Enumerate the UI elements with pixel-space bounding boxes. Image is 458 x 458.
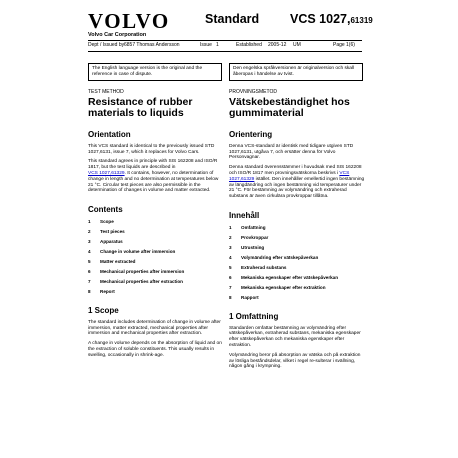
vcs-reference-link-sv[interactable]: VCS 1027,61329 xyxy=(229,170,350,182)
standard-code-suffix: 61319 xyxy=(350,16,373,25)
contents-item[interactable]: 3 Utrustning xyxy=(229,244,265,250)
orientation-paragraph-2 xyxy=(88,159,224,194)
contents-item[interactable]: 6 Mekaniska egenskaper efter vätskepåverkan xyxy=(229,274,339,280)
issue-value: 1 xyxy=(216,42,219,48)
notice-swedish: Den engelska språkversionen är originalversion och skall åberopas i händelse av tvist. xyxy=(229,63,363,81)
contents-item[interactable]: 4 Change in volume after immersion xyxy=(88,249,176,255)
page-value: 1(6) xyxy=(346,42,355,48)
vcs-reference-link[interactable]: VCS 1027,61329 xyxy=(88,170,125,176)
orientation-heading-sv: Orientering xyxy=(229,129,273,139)
orientation-paragraph-2-sv xyxy=(229,165,365,200)
orientation-heading: Orientation xyxy=(88,129,131,139)
contents-heading: Contents xyxy=(88,205,123,215)
contents-item[interactable]: 3 Apparatus xyxy=(88,239,123,245)
contents-item[interactable]: 8 Report xyxy=(88,289,115,295)
method-label: TEST METHOD xyxy=(88,89,124,95)
dept-value: 6857 Thomas Andersson xyxy=(124,42,180,48)
orientation-paragraph-1-sv: Denna VCS-standard är identisk med tidigare utgiven STD 1027,6131, utgåva 7, och ersätter denna för Volvo Personvagnar. xyxy=(229,143,354,161)
scope-paragraph-1-sv: Standarden omfattar bestämning av volymändring efter vätskepåverkan, extraherad substans, mekaniska egenskaper efter vätskepåverkan och mekaniska egenskaper efter extraktion. xyxy=(229,325,361,349)
document-title: Resistance of rubber materials to liquids xyxy=(88,95,193,119)
swedish-column xyxy=(229,84,365,374)
issue-label: Issue xyxy=(200,42,212,48)
scope-paragraph-2-sv: Volymändring beror på absorption av vätska och på extraktion av lösliga beståndsdelar, vilket i regel re-sulterar i svällning, någon gång i krympning. xyxy=(229,352,361,370)
contents-heading-sv: Innehåll xyxy=(229,210,260,220)
contents-item[interactable]: 6 Mechanical properties after immersion xyxy=(88,269,185,275)
established-label: Established xyxy=(236,42,262,48)
contents-item[interactable]: 1 Scope xyxy=(88,219,114,225)
document-title-sv: Vätskebeständighet hos gummimaterial xyxy=(229,95,350,119)
scope-paragraph-1: The standard includes determination of change in volume after immersion, matter extracted, mechanical properties after immersion and mechanical properties after extraction. xyxy=(88,319,221,337)
scope-heading-sv: 1 Omfattning xyxy=(229,311,279,321)
orientation-text-a-sv: Denna standard överensstämmer i huvudsak med SIS 162208 och ISO/R 1817 men provningsvätskorna beskrivs i xyxy=(229,165,362,176)
contents-list-sv xyxy=(229,225,365,301)
established-value: 2005-12 xyxy=(268,42,287,48)
scope-heading: 1 Scope xyxy=(88,305,119,315)
contents-item[interactable]: 4 Volymändring efter vätskepåverkan xyxy=(229,254,319,260)
header-meta-row xyxy=(88,41,362,51)
notice-english: The English language version is the original and the reference in case of dispute. xyxy=(88,63,222,81)
contents-item[interactable]: 7 Mekaniska egenskaper efter extraktion xyxy=(229,284,326,290)
orientation-text-b-sv: istället. Den innehåller emellertid ingen bestämning av längdändring och ingen bestämning vid temperaturer under 21 °C. För bestämning av volymändring och extraherad substans är även cirkulära provkroppar tillåtna. xyxy=(229,176,365,200)
contents-list xyxy=(88,219,224,295)
standard-code-main: VCS 1027, xyxy=(290,12,351,26)
contents-item[interactable]: 7 Mechanical properties after extraction xyxy=(88,279,183,285)
orientation-text-a: This standard agrees in principle with SIS 162208 and ISO/R 1817, but the test liquids are described in xyxy=(88,159,218,171)
company-name: Volvo Car Corporation xyxy=(88,32,147,38)
contents-item[interactable]: 2 Test pieces xyxy=(88,229,125,235)
contents-item[interactable]: 2 Provkroppar xyxy=(229,234,269,240)
standard-code xyxy=(290,12,373,26)
page-label: Page xyxy=(333,42,345,48)
contents-item[interactable]: 1 Omfattning xyxy=(229,224,266,230)
orientation-paragraph-1: This VCS standard is identical to the previously issued STD 1027,6131, issue 7, which it replaces for Volvo Cars. xyxy=(88,143,215,155)
contents-item[interactable]: 5 Extraherad substans xyxy=(229,264,287,270)
contents-item[interactable]: 8 Rapport xyxy=(229,294,259,300)
method-label-sv: PROVNINGSMETOD xyxy=(229,89,277,95)
volvo-logo: VOLVO xyxy=(88,9,170,33)
dept-label: Dept / Issued by xyxy=(88,42,125,48)
doc-type: Standard xyxy=(205,12,260,26)
header-rule-bottom xyxy=(88,51,362,52)
contents-item[interactable]: 5 Matter extracted xyxy=(88,259,136,265)
um-label: UM xyxy=(293,42,301,48)
orientation-text-b: . It contains, however, no determination of change in length and no determination at temperatures below 21 °C. Circular test pieces are also permissible in the determination of changes in volume and matter extracted. xyxy=(88,170,219,194)
scope-paragraph-2: A change in volume depends on the absorption of liquid and on the extraction of soluble constituents. This usually results in swelling, occasionally in shrink-age. xyxy=(88,341,222,358)
english-column xyxy=(88,84,224,363)
